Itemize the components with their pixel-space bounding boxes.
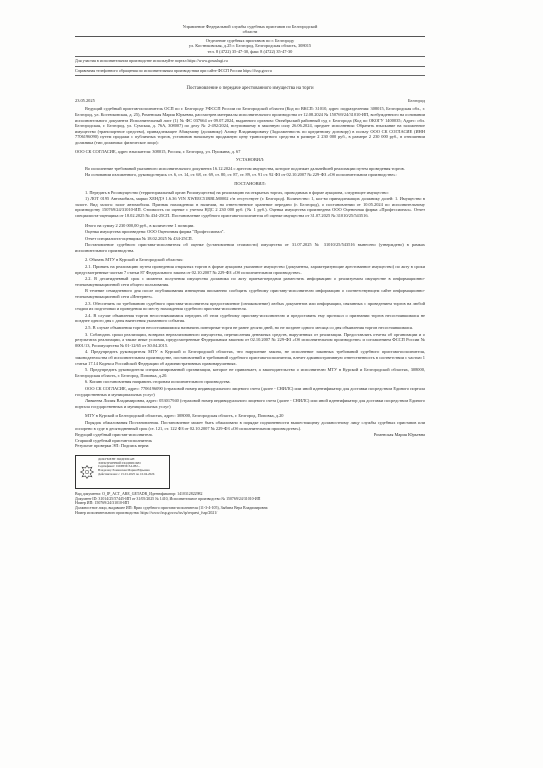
header-separator-2 — [75, 66, 425, 67]
decision-3: 3. Соблюдать сроки реализации, возврата нереализованного имущества, перечисления денежных средств, вырученных от реализации. Предоставлять отчеты об организации и о результатах реализации, а также иные условия, предусмотренные Федеральным законом от 02.10.2007 № 229-ФЗ «Об исполнительном производстве» и соглашением ФССП России № 0001/13, Росимущества № 01-12/65 от 30.04.2015. — [75, 331, 425, 348]
signature-result: Результат проверки ЭП: Подпись верна — [75, 443, 149, 449]
creditor-row — [75, 149, 425, 155]
decision-6-recipient-2: Ливкеева Лилия Владимировна, адрес: 053017940 (страховой номер индивидуального лицевого счета (далее - СНИЛС) или иной идентификатор для доставки посредством Единого портала государственных и муниципальных услуг) — [75, 398, 425, 409]
established-paragraph-1: Во исполнение требований указанного исполнительного документа 16.12.2024 с арестом имущества, которое подлежит дальнейшей реализации путем проведения торгов. — [85, 165, 405, 171]
header-department: Отделение судебных приставов по г. Белгороду — [205, 37, 295, 43]
footer-official: Должностное лицо, выдавшее ИП: Врио судебного пристава-исполнителя (11-3-4-105), Зыбина Вера Владимировна — [75, 506, 268, 511]
header-agency: Управление Федеральной службы судебных приставов по Белгородской — [182, 24, 318, 29]
footer-link: Номер исполнительного производства: https://www.fssp.gov.ru/iss/ip/request_fssp/2021/ — [75, 511, 218, 516]
decision-2: 2. Обязать МТУ в Курской и Белгородской областях: — [85, 257, 184, 263]
decision-4: 4. Предупредить руководителя МТУ в Курской и Белгородской областях, что нарушение закона, не исполнение законных требований судебного пристава-исполнителя, законодательства об исполнительном производстве, постановлений и требований судебного пристава-исполнителя, влечет административную ответственность в соответствии с частью 1 статьи 17.14 Кодекса Российской Федерации об административных правонарушениях. — [75, 349, 425, 366]
decision-2-2: 2.2. В десятидневный срок с момента получения имущества должника по акту приема-передачи разместить информацию о реализуемом имуществе в информационно-телекоммуникационной сети общего пользования. — [75, 276, 425, 287]
decision-2-3: 2.3. Обеспечить по требованию судебного пристава-исполнителя предоставление (ознакомление) любых документов или информации, связанных с проведением торгов на любой стадии их подготовки и проведения по месту нахождения судебного пристава-исполнителя. — [75, 300, 425, 312]
officer-name: Роменская Мария Юрьевна — [373, 432, 425, 438]
date-row — [75, 98, 425, 104]
officer-title-2: Старший судебный пристав-исполнитель — [75, 437, 153, 443]
decided-heading: ПОСТАНОВИЛ: — [234, 180, 266, 186]
stamp-line-4: Владелец: Роменская Мария Юрьевна — [98, 468, 150, 473]
footer-doc-id: Документ ID: 31014/25/57445-ИП от 31/05/2025 № 1410, Исполнительное производство № 150769/24/31010-ИП — [75, 496, 261, 501]
header-rule — [75, 36, 425, 37]
creditor-line: ООО СК СОГЛАСИЕ, адрес взыскателя: 308015, Россия, г. Белгород, ул. Пушкина, д. 67 — [75, 148, 241, 154]
header-phone: тел. 8 (4722) 35-47-30, факс 8 (4722) 35-47-30 — [207, 48, 293, 54]
decision-1: 1. Передать в Росимущество (территориальный орган Росимущества) на реализацию на открытых торгах, проводимых в форме аукциона, следующее имущество: — [85, 189, 389, 195]
header-info-notice: Справочная телефонного обращения по исполнительным производствам при сайте ФССП России https://fssp.gov.ru — [75, 67, 272, 73]
officer-title: Ведущий судебный пристав-исполнитель — [75, 432, 153, 438]
decision-6-recipient-3: МТУ в Курской и Белгородской областях, адрес: 308000, Белгородская область, г. Белгород, Поповка, д.20 — [85, 413, 284, 419]
document-title: Постановление о передаче арестованного имущества на торги — [186, 86, 314, 92]
eagle-emblem-icon — [79, 464, 95, 480]
header-portal-notice: Для участия в исполнительном производстве используйте портал https://www.gosuslugi.ru — [75, 58, 228, 64]
stamp-line-3: Сертификат: 01D8E0C3A1B2... — [98, 464, 141, 469]
header-agency-region: области — [242, 29, 258, 35]
decision-2-2-note: В течение семидневного дня после опубликования извещения письменно сообщить судебному приставу-исполнителю информацию о соответствующем сайте информационно-телекоммуникационной сети «Интернет». — [75, 288, 425, 300]
document-date: 23.05.2025 — [75, 97, 95, 103]
stamp-line-1: ДОКУМЕНТ ПОДПИСАН — [98, 456, 135, 461]
document-footer — [75, 492, 425, 516]
appeal-procedure: Порядок обжалования Постановления. Постановление может быть обжаловано в порядке подчиненности вышестоящему должностному лицу службы судебных приставов или оспорено в суде в десятидневный срок (ст. 121, ст. 122 ФЗ от 02.10.2007 № 229-ФЗ «Об исполнительном производстве»). — [75, 419, 425, 431]
decision-1-total: Итого на сумму 2 230 000,00 руб., в количестве 1 позиции. — [85, 222, 195, 228]
document-header — [75, 24, 425, 54]
officer-titles — [75, 432, 152, 449]
header-separator — [75, 56, 425, 57]
stamp-line-2: ЭЛЕКТРОННОЙ ПОДПИСЬЮ — [98, 460, 141, 465]
document-city: Белгород — [407, 97, 425, 103]
header-separator-3 — [75, 75, 425, 76]
footer-doc-type: Вид документа: O_IP_ACT_ARE_GETADR_Идентификатор: 1410312822982 — [75, 491, 203, 496]
established-paragraph-2: На основании изложенного, руководствуясь ст. 6, ст. 14, ст. 68, ст. 69, ст. 80, ст. 87, ст. 89, ст. 91 ст. 92 ФЗ от 02.10.2007 № 229-ФЗ «Об исполнительном производстве»: — [85, 172, 397, 178]
electronic-signature-stamp — [75, 455, 170, 489]
decision-1-item: 1) ЛОТ 0195 Автомобиль, марки ХЕНДЭ 1.6.36 VIN XWEEC51RBLM0002 г/н отсутствует (г. Белгород). Количество: 1, кол-во принадлежащих должнику долей: 1. Имущество в залоге. Вид залога: залог автомобиля. Признак нахождения: в наличии, на ответственное хранение передано (г. Белгород), о постановлении от 10.05.2024 по исполнительному производству 150769/24/31010-ИП. Стоимость по оценке с учетом НДС 2 230 000 руб. (№ 1 руб.). Оценка имущества произведена ООО Оценочная фирма «Профессионал». Отчет специалиста-оценщика от 18.02.2025 № 434-25СП. Постановление судебного пристава-исполнителя об оценке имущества от 31.07.2025 № 31010/25/543516. — [75, 196, 425, 218]
header-address: ул. Костюковская, д.25 г. Белгород, Белгородская область, 308015 — [188, 43, 312, 49]
decision-1-report: Отчет специалиста-оценщика № 18.02.2025 № 434-25СП. — [85, 235, 193, 241]
established-heading: УСТАНОВИЛ: — [235, 157, 265, 163]
decision-1-valuer: Оценка имущества произведена: ООО Оценочная фирма "Профессионал". — [85, 229, 225, 235]
decision-6: 6. Копию постановления направить сторонам исполнительного производства. — [85, 379, 231, 385]
document-body — [75, 24, 425, 516]
stamp-line-5: Действителен: с 15.01.2025 по 10.04.2026 — [98, 472, 155, 477]
decision-1-order: Постановление судебного пристава-исполнителя об оценке (установлении стоимости) имущества от 31.07.2025 № 31010/25/543516 вынесено (утверждено) в рамках исполнительного производства. — [75, 242, 425, 253]
decision-6-recipient-1: ООО СК СОГЛАСИЕ, адрес: 7706196090 (страховой номер индивидуального лицевого счета (далее - СНИЛС) или иной идентификатор для доставки посредством Единого портала государственных и муниципальных услуг) — [75, 385, 425, 397]
intro-paragraph: Ведущий судебный пристав-исполнитель ОСП по г. Белгороду УФССП России по Белгородской области (Код по ВКСП: 31010, адрес подразделения: 308015, Белгородская обл., г. Белгород, ул. Костюковская, д. 25), Роменская Мария Юрьевна, рассмотрев материалы исполнительного производства от 12.08.2024 № 150769/24/31010-ИП, возбужденного на основании исполнительного документа Исполнительный лист (1) № ФС 037664 от 09.07.2024, выданного органом: Октябрьский районный суд г. Белгорода (Код по ОКОГУ 1400035; Адрес: обл. Белгородская, г. Белгород, ул. Сумская, д. 76А, 308007) по делу № 2-492/2024, вступившему в законную силу 26.06.2024, предмет исполнения: Обратить взыскание на заложенное имущество (транспортное средство), принадлежащее Абакумову (должнику) Алиму Владимировичу (Задолженность по кредитному договору) в пользу ООО СК СОГЛАСИЕ (ИНН 7706196090) путем продажи с публичных торгов, установив начальную продажную цену транспортного средства в размере 2 230 000 руб., в размере 2 230 000 руб., в отношении должника (тип должника: физическое лицо): — [75, 106, 425, 145]
decision-2-1: 2.1. Принять на реализацию путем проведения открытых торгов в форме аукциона указанное имущество (документы, характеризующие арестованное имущество) по акту в сроки предусмотренные частью 7 статьи 87 Федерального закона от 02.10.2007 № 229-ФЗ «Об исполнительном производстве». — [75, 264, 425, 275]
footer-ip-number: Номер ИП: 150769/24/31010-ИП — [75, 501, 129, 506]
decision-2-4: 2.4. В случае объявления торгов несостоявшимися передать об этом судебному приставу-исполнителю и предоставить ему протокол о признании торгов несостоявшимися не позднее одного дня с даты вынесения указанного события. — [75, 312, 425, 324]
signature-row — [75, 432, 425, 449]
decision-5: 5. Предупредить руководителя специализированной организации, которое не привлекает, а законодательство о исполнителю МТУ в Курской и Белгородской областях, 308000, Белгородская область, г. Белгород, Поповка, д.20. — [75, 367, 425, 378]
decision-2-5: 2.5. В случае объявления торгов несостоявшимися назначить повторные торги не ранее десяти дней, но не позднее одного месяца со дня объявления торгов несостоявшимися. — [85, 325, 413, 330]
